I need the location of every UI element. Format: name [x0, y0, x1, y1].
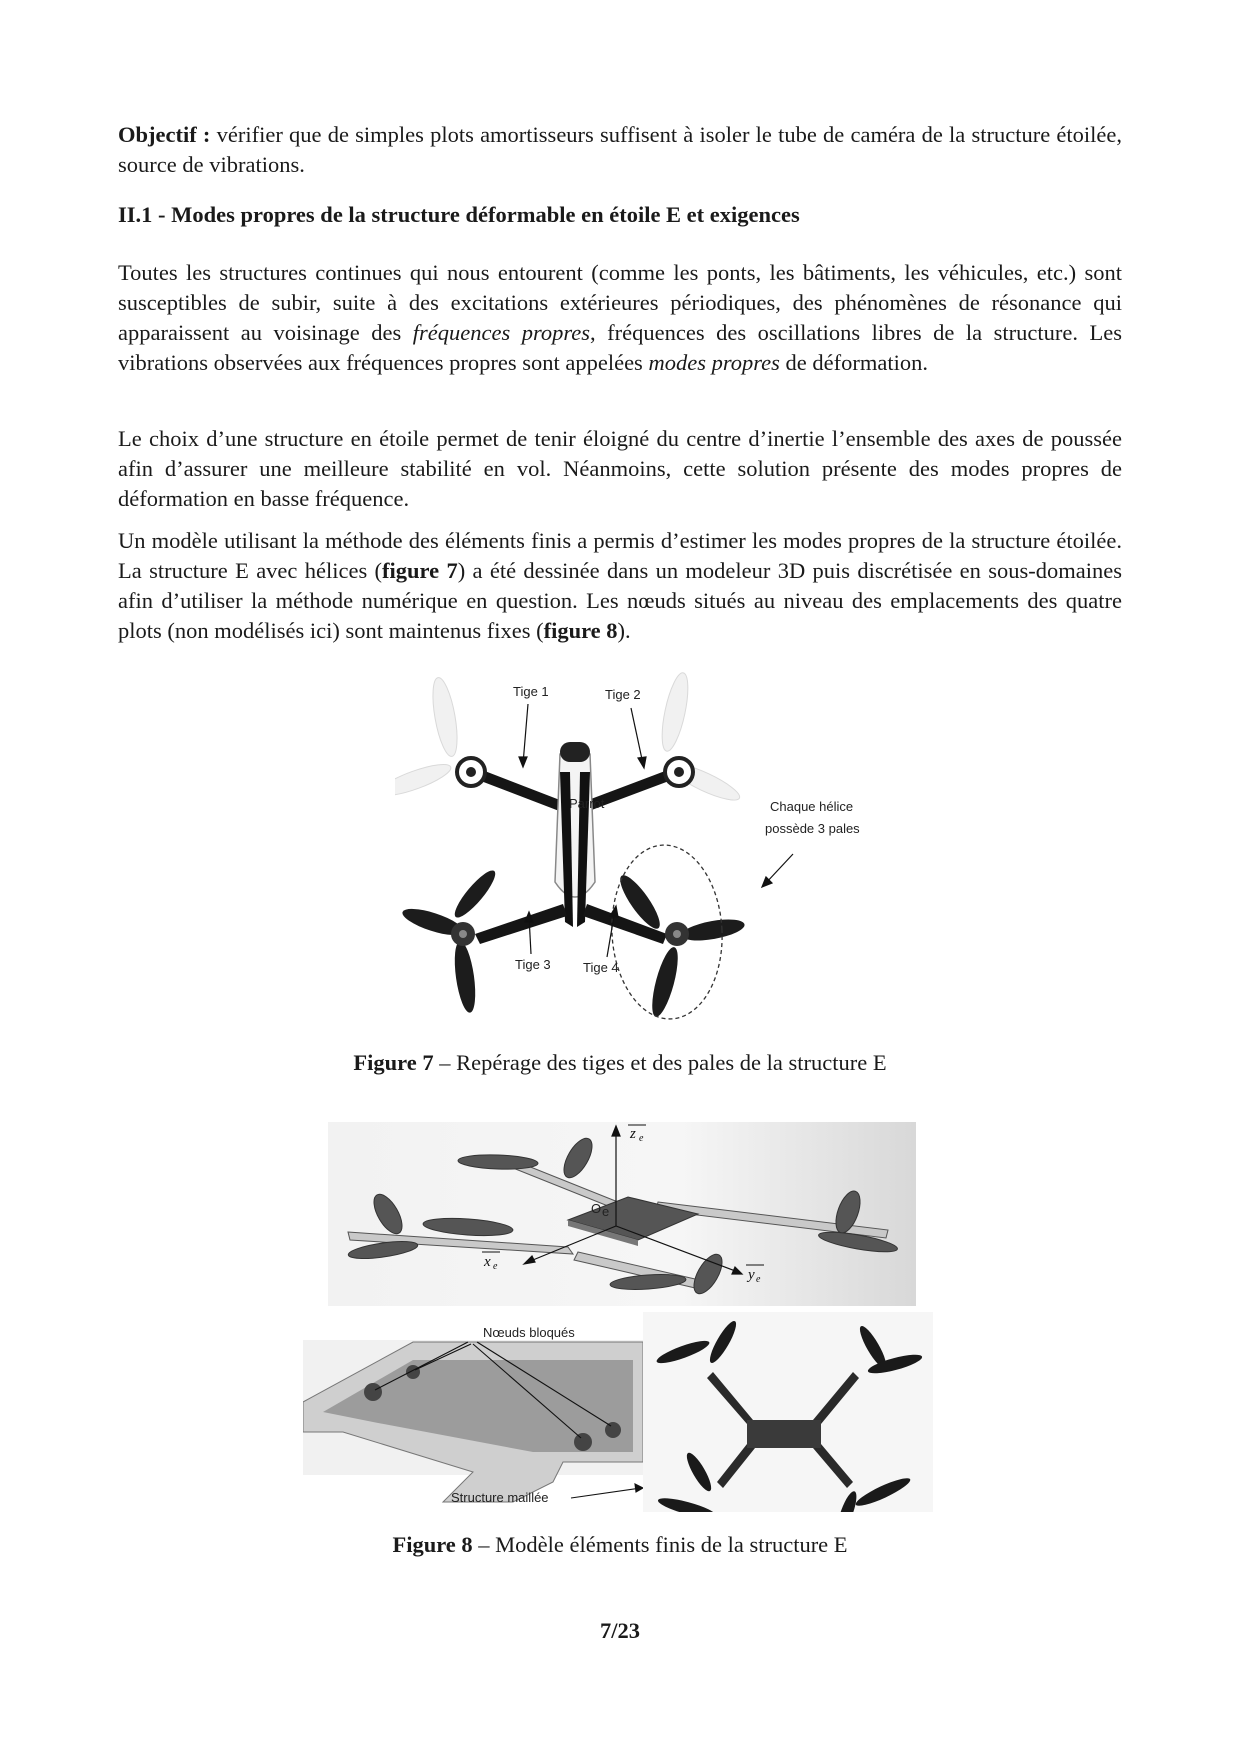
axis-z-label: z — [630, 1126, 636, 1142]
p2-text: Le choix d’une structure en étoile permet de tenir éloigné du centre d’inertie l’ensemble des axes de poussée afin d’assurer une meilleure stabilité en vol. Néanmoins, cette solution présente des modes propres de déformation en basse fréquence. — [118, 426, 1122, 511]
axis-x-sub: e — [493, 1261, 498, 1272]
p1-text-c: , fréquences des oscillations libres de la structure. Les vibrations observées aux fréquences propres sont appelées — [118, 320, 1122, 375]
p3-text-a: Un modèle utilisant la méthode des éléments finis a permis d’estimer les modes propres de la structure étoilée. La structure E avec hélices ( — [118, 528, 1122, 583]
figure7-brand-label: Parrot — [569, 796, 605, 811]
page-number: 7/23 — [599, 1618, 640, 1643]
paragraph-1 — [118, 258, 1122, 378]
p3-ref-figure7: figure 7 — [382, 558, 458, 583]
figure-7-drone-photo — [395, 672, 885, 1027]
p3-text-c: ) a été dessinée dans un modeleur 3D puis discrétisée en sous-domaines afin d’utiliser la méthode numérique en question. Les nœuds situés au niveau des emplacements des quatre plots (non modélisés ici) sont maintenus fixes ( — [118, 558, 1122, 643]
lower-right-propeller-icon — [614, 871, 746, 1019]
tige4-label: Tige 4 — [583, 960, 619, 975]
axis-x-label: x — [484, 1254, 491, 1270]
figure-8-cad-model — [328, 1122, 916, 1306]
objective-text: vérifier que de simples plots amortisseurs suffisent à isoler le tube de caméra de la structure étoilée, source de vibrations. — [118, 122, 1123, 177]
figure7-caption-text: Repérage des tiges et des pales de la structure E — [456, 1050, 887, 1075]
tige1-label: Tige 1 — [513, 684, 549, 699]
axis-y-sub: e — [756, 1274, 761, 1285]
section-title: II.1 - Modes propres de la structure déformable en étoile E et exigences — [118, 202, 800, 227]
structure-maillee-label: Structure maillée — [451, 1490, 549, 1505]
tige3-label: Tige 3 — [515, 957, 551, 972]
p1-text-a: Toutes les structures continues qui nous entourent (comme les ponts, les bâtiments, les véhicules, etc.) sont susceptibles de subir, suite à des excitations extérieures périodiques, des phénomènes de résonance qui apparaissent au voisinage des — [118, 260, 1122, 345]
p1-emphasis-modes: modes propres — [648, 350, 780, 375]
figure-8-blocked-nodes — [303, 1312, 643, 1512]
helice-label-line2: possède 3 pales — [765, 821, 860, 836]
objective-label: Objectif : — [118, 122, 211, 147]
paragraph-3 — [118, 526, 1122, 646]
objective-paragraph — [118, 120, 1122, 180]
p3-ref-figure8: figure 8 — [543, 618, 618, 643]
upper-right-propeller-icon — [657, 672, 743, 806]
figure-8-meshed-structure — [643, 1312, 933, 1512]
helice-label-line1: Chaque hélice — [770, 799, 854, 814]
figure7-caption-sep: – — [433, 1050, 457, 1075]
origin-label: O — [591, 1201, 602, 1216]
axis-y-label: y — [748, 1267, 755, 1283]
noeuds-bloques-label: Nœuds bloqués — [483, 1325, 575, 1340]
origin-sub: e — [602, 1204, 610, 1219]
axis-z-sub: e — [639, 1133, 644, 1144]
p1-text-e: de déformation. — [779, 350, 928, 375]
figure8-caption-sep: – — [472, 1532, 496, 1557]
paragraph-2 — [118, 424, 1122, 514]
figure8-caption-text: Modèle éléments finis de la structure E — [495, 1532, 848, 1557]
tige2-label: Tige 2 — [605, 687, 641, 702]
p1-emphasis-frequences: fréquences propres — [412, 320, 591, 345]
p3-text-e: ). — [617, 618, 631, 643]
figure-7-caption — [0, 1050, 1240, 1076]
figure-8-caption — [0, 1532, 1240, 1558]
upper-left-propeller-icon — [395, 676, 462, 802]
figure7-caption-label: Figure 7 — [353, 1050, 434, 1075]
figure8-caption-label: Figure 8 — [392, 1532, 473, 1557]
